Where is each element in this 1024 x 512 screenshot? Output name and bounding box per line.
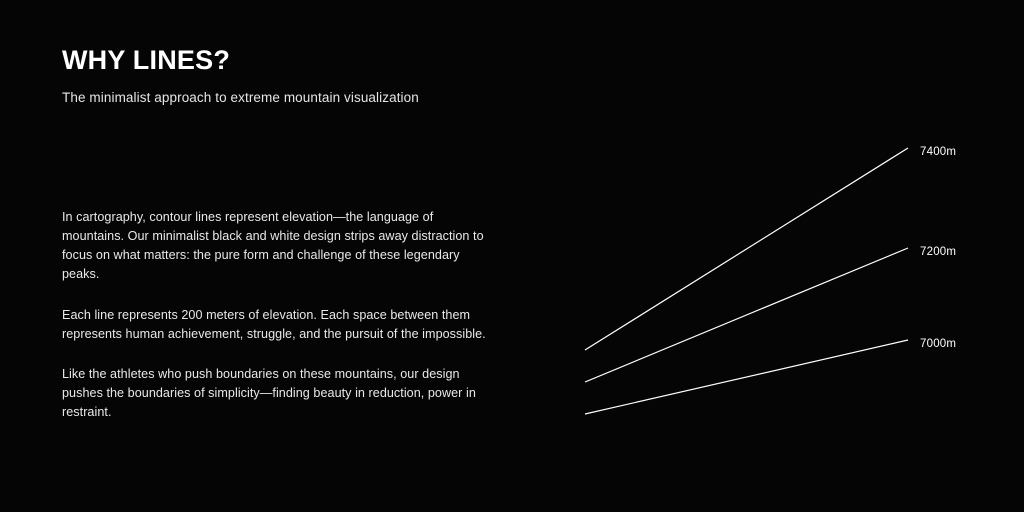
paragraph-1: In cartography, contour lines represent elevation—the language of mountains. Our minimalist black and white design strips away distraction to focus on what matters: the pure form and challenge of these legendary peaks.	[62, 210, 484, 282]
contour-line-7200m	[585, 248, 908, 382]
contour-lines-svg	[560, 110, 1024, 450]
contour-diagram	[560, 110, 1024, 450]
page-title: WHY LINES?	[62, 45, 231, 75]
paragraph-3: Like the athletes who push boundaries on these mountains, our design pushes the boundaries of simplicity—finding beauty in reduction, power in restraint.	[62, 366, 476, 420]
contour-label-7200m: 7200m	[920, 246, 957, 258]
contour-label-7000m: 7000m	[920, 338, 957, 350]
page-subtitle: The minimalist approach to extreme mountain visualization	[62, 89, 419, 105]
contour-line-7000m	[585, 340, 908, 414]
paragraph-2: Each line represents 200 meters of elevation. Each space between them represents human achievement, struggle, and the pursuit of the impossible.	[62, 307, 486, 341]
header	[62, 46, 662, 105]
contour-line-7400m	[585, 148, 908, 350]
body-copy	[62, 208, 494, 422]
contour-label-7400m: 7400m	[920, 146, 957, 158]
